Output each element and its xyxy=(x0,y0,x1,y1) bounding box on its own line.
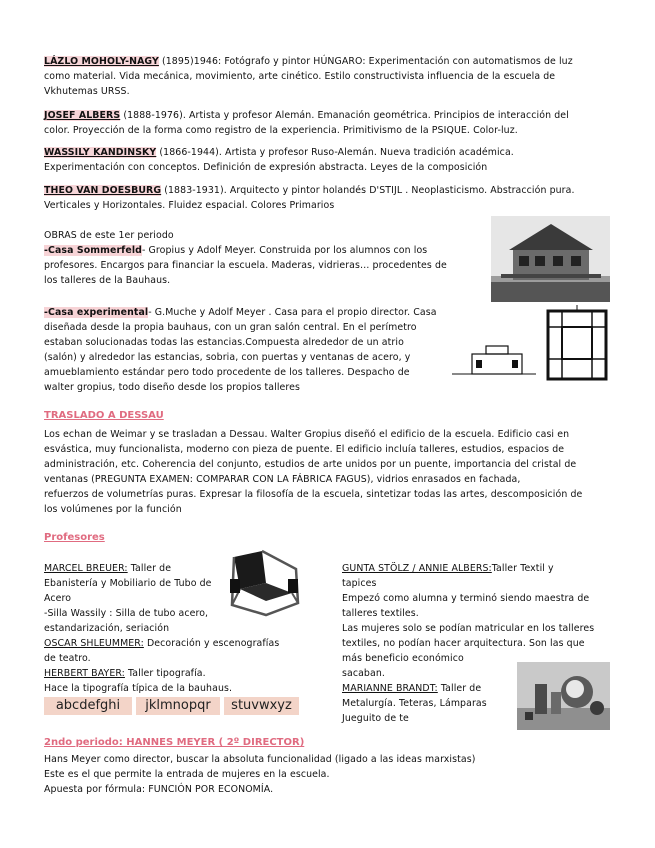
typography-sample: jklmnopqr xyxy=(136,697,220,715)
artist-desc: (1895)1946: Fotógrafo y pintor HÚNGARO: Experimentación con automatismos de luz xyxy=(158,56,573,67)
brandt-text: Taller de xyxy=(437,683,482,694)
stolz-text: más beneficio económico xyxy=(342,653,464,664)
breuer-text: Acero xyxy=(44,593,72,604)
periodo2-text xyxy=(44,752,475,797)
obras-heading: OBRAS de este 1er periodo xyxy=(44,230,174,241)
artist-desc: como material. Vida mecánica, movimiento, arte cinético. Estilo constructivista influencia de la escuela de xyxy=(44,71,556,82)
traslado-line: esvástica, muy funcionalista, moderno con pieza de puente. El edificio incluía talleres, estudios, espacios de xyxy=(44,444,565,455)
breuer-text: -Silla Wassily : Silla de tubo acero, xyxy=(44,608,209,619)
stolz-text: Empezó como alumna y terminó siendo maestra de xyxy=(342,593,590,604)
stolz-text: sacaban. xyxy=(342,668,385,679)
stolz-text: talleres textiles. xyxy=(342,608,419,619)
brandt-text: Jueguito de te xyxy=(342,713,409,724)
artist-desc: (1866-1944). Artista y profesor Ruso-Alemán. Nueva tradición académica. xyxy=(156,147,514,158)
artist-moholy-nagy xyxy=(44,54,573,99)
typography-sample: abcdefghi xyxy=(44,697,132,715)
artist-desc: Verticales y Horizontales. Fluidez espacial. Colores Primarios xyxy=(44,200,335,211)
stolz-text: tapices xyxy=(342,578,377,589)
artist-kandinsky xyxy=(44,145,514,175)
breuer-text: Taller de xyxy=(127,563,172,574)
artist-name: WASSILY KANDINSKY xyxy=(44,147,157,158)
casa-experimental-elevation xyxy=(452,340,536,384)
artist-desc: Experimentación con conceptos. Definición de expresión abstracta. Leyes de la composición xyxy=(44,162,488,173)
brandt-name: MARIANNE BRANDT: xyxy=(342,683,438,694)
artist-desc: Vkhutemas URSS. xyxy=(44,86,130,97)
casa-sommerfeld-photo xyxy=(491,216,610,302)
artist-desc: color. Proyección de la forma como registro de la experiencia. Primitivismo de la PSIQUE. Color-luz. xyxy=(44,125,518,136)
breuer-name: MARCEL BREUER: xyxy=(44,563,128,574)
artist-name: THEO VAN DOESBURG xyxy=(44,185,162,196)
periodo2-line: Este es el que permite la entrada de mujeres en la escuela. xyxy=(44,769,330,780)
experimental-section xyxy=(44,305,437,395)
sommerfeld-text: profesores. Encargos para financiar la escuela. Maderas, vidrieras… procedentes de xyxy=(44,260,447,271)
wassily-chair-image xyxy=(226,549,306,621)
breuer-text: Ebanistería y Mobiliario de Tubo de xyxy=(44,578,212,589)
artist-desc: (1888-1976). Artista y profesor Alemán. Emanación geométrica. Principios de interacción del xyxy=(120,110,569,121)
experimental-text: amueblamiento estándar pero todo procedente de los talleres. Despacho de xyxy=(44,367,410,378)
traslado-text xyxy=(44,427,582,517)
breuer-text: estandarización, seriación xyxy=(44,623,170,634)
traslado-line: administración, etc. Coherencia del conjunto, estudios de arte unidos por un puente, importancia del cristal de xyxy=(44,459,577,470)
obras-section xyxy=(44,228,447,288)
bayer-name: HERBERT BAYER: xyxy=(44,668,125,679)
artist-van-doesburg xyxy=(44,183,575,213)
stolz-text: textiles, no podían hacer arquitectura. Son las que xyxy=(342,638,585,649)
tea-set-photo xyxy=(517,662,610,730)
periodo2-line: Apuesta por fórmula: FUNCIÓN POR ECONOMÍA. xyxy=(44,784,274,795)
stolz-text: Las mujeres solo se podían matricular en los talleres xyxy=(342,623,595,634)
stolz-name: GUNTA STÖLZ / ANNIE ALBERS: xyxy=(342,563,492,574)
profesores-heading: Profesores xyxy=(44,532,105,543)
traslado-line: refuerzos de volumetrías puras. Expresar la filosofía de la escuela, sintetizar todas las artes, descomposición de xyxy=(44,489,583,500)
sommerfeld-title: -Casa Sommerfeld xyxy=(44,245,142,256)
traslado-heading: TRASLADO A DESSAU xyxy=(44,410,164,421)
artist-name: LÁZLO MOHOLY-NAGY xyxy=(44,56,159,67)
typography-sample: stuvwxyz xyxy=(224,697,299,715)
experimental-text: - G.Muche y Adolf Meyer . Casa para el propio director. Casa xyxy=(148,307,437,318)
traslado-line: los volúmenes por la función xyxy=(44,504,182,515)
brandt-text: Metalurgía. Teteras, Lámparas xyxy=(342,698,487,709)
experimental-text: diseñada desde la propia bauhaus, con un gran salón central. En el perímetro xyxy=(44,322,417,333)
casa-experimental-plan xyxy=(542,305,612,385)
stolz-text: Taller Textil y xyxy=(491,563,554,574)
sommerfeld-text: - Gropius y Adolf Meyer. Construida por los alumnos con los xyxy=(141,245,428,256)
experimental-text: (salón) y alrededor las estancias, sobria, con puertas y ventanas de acero, y xyxy=(44,352,411,363)
artist-name: JOSEF ALBERS xyxy=(44,110,121,121)
experimental-text: estaban solucionadas todas las estancias.Compuesta alrededor de un atrio xyxy=(44,337,404,348)
traslado-line: Los echan de Weimar y se trasladan a Dessau. Walter Gropius diseñó el edificio de la escuela. Edificio casi en xyxy=(44,429,570,440)
artist-desc: (1883-1931). Arquitecto y pintor holandés D'STIJL . Neoplasticismo. Abstracción pura. xyxy=(161,185,575,196)
periodo2-heading: 2ndo periodo: HANNES MEYER ( 2º DIRECTOR) xyxy=(44,737,305,748)
schlemmer-text: Decoración y escenografías xyxy=(143,638,280,649)
periodo2-line: Hans Meyer como director, buscar la absoluta funcionalidad (ligado a las ideas marxistas) xyxy=(44,754,476,765)
traslado-line: ventanas (PREGUNTA EXAMEN: COMPARAR CON LA FÁBRICA FAGUS), vidrios enrasados en fachada, xyxy=(44,474,521,485)
experimental-title: -Casa experimental xyxy=(44,307,149,318)
experimental-text: walter gropius, todo diseño desde los propios talleres xyxy=(44,382,301,393)
bayer-text: Hace la tipografía típica de la bauhaus. xyxy=(44,683,233,694)
sommerfeld-text: los talleres de la Bauhaus. xyxy=(44,275,171,286)
artist-albers xyxy=(44,108,569,138)
bayer-text: Taller tipografía. xyxy=(124,668,206,679)
schlemmer-text: de teatro. xyxy=(44,653,91,664)
schlemmer-name: OSCAR SHLEUMMER: xyxy=(44,638,144,649)
